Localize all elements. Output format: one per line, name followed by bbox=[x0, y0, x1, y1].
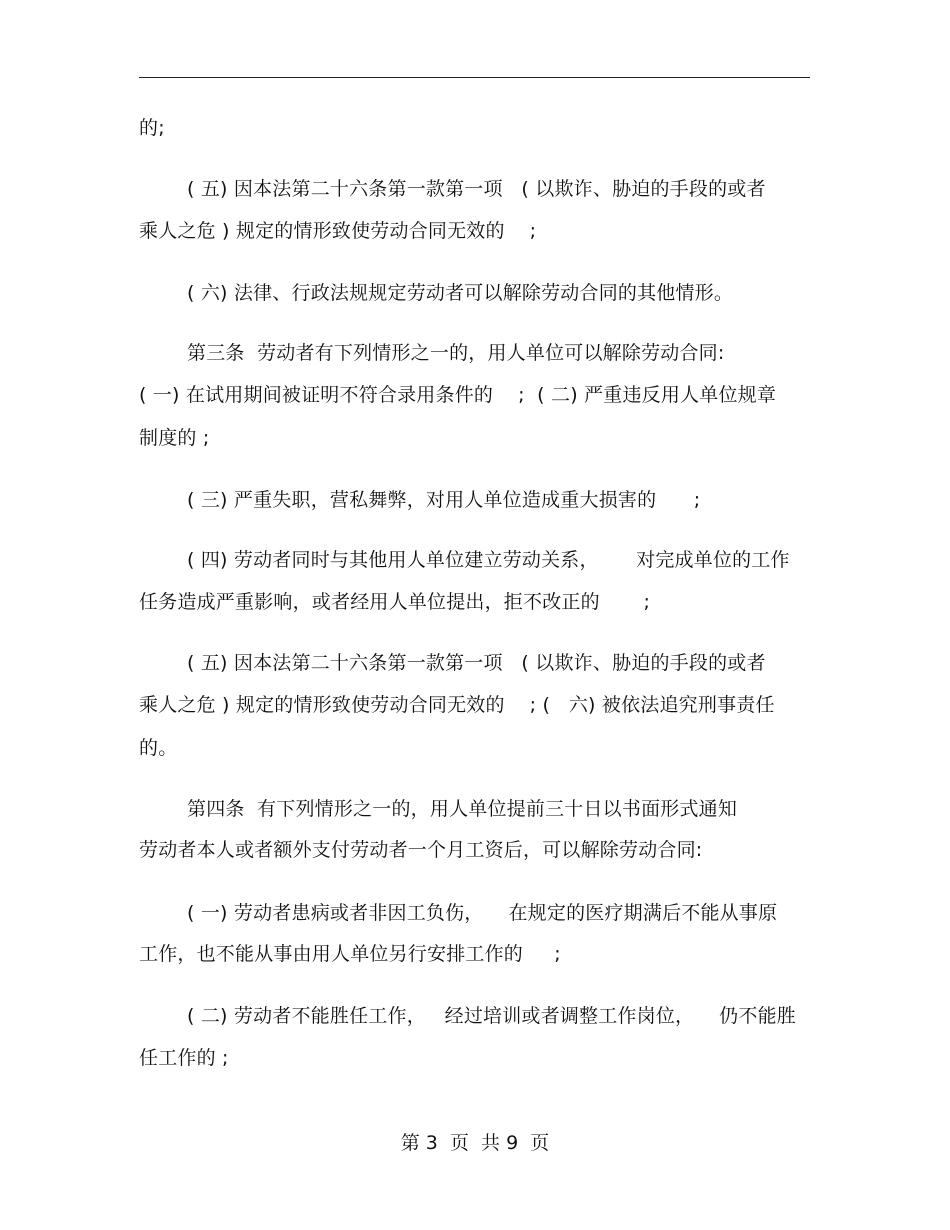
text-line: 乘人之危 ) 规定的情形致使劳动合同无效的 ; bbox=[139, 220, 537, 242]
text-line: ( 六) 法律、行政法规规定劳动者可以解除劳动合同的其他情形。 bbox=[187, 282, 734, 304]
text-line: ( 五) 因本法第二十六条第一款第一项 ( 以欺诈、胁迫的手段的或者 bbox=[187, 178, 766, 200]
text-line: 第三条 劳动者有下列情形之一的，用人单位可以解除劳动合同: bbox=[187, 342, 725, 364]
text-line: 第四条 有下列情形之一的，用人单位提前三十日以书面形式通知 bbox=[187, 798, 738, 820]
text-line: ( 四) 劳动者同时与其他用人单位建立劳动关系， 对完成单位的工作 bbox=[187, 549, 790, 571]
text-line: 任务造成严重影响，或者经用人单位提出，拒不改正的 ; bbox=[139, 591, 651, 613]
text-line: 任工作的 ; bbox=[139, 1047, 229, 1069]
text-line: 劳动者本人或者额外支付劳动者一个月工资后，可以解除劳动合同: bbox=[139, 839, 703, 861]
text-line: ( 五) 因本法第二十六条第一款第一项 ( 以欺诈、胁迫的手段的或者 bbox=[187, 652, 766, 674]
text-line: 工作，也不能从事由用人单位另行安排工作的 ; bbox=[139, 943, 561, 965]
text-line: 制度的 ; bbox=[139, 427, 210, 449]
text-line: ( 二) 劳动者不能胜任工作， 经过培训或者调整工作岗位， 仍不能胜 bbox=[187, 1005, 796, 1027]
text-line: 的; bbox=[139, 117, 165, 139]
header-rule bbox=[139, 77, 810, 78]
text-line: ( 三) 严重失职，营私舞弊，对用人单位造成重大损害的 ; bbox=[187, 489, 701, 511]
text-line: ( 一) 劳动者患病或者非因工负伤， 在规定的医疗期满后不能从事原 bbox=[187, 902, 778, 924]
text-line: 的。 bbox=[139, 737, 178, 759]
text-line: 乘人之危 ) 规定的情形致使劳动合同无效的 ; ( 六) 被依法追究刑事责任 bbox=[139, 694, 775, 716]
text-line: ( 一) 在试用期间被证明不符合录用条件的 ; ( 二) 严重违反用人单位规章 bbox=[139, 384, 777, 406]
page-number: 第 3 页 共 9 页 bbox=[400, 1132, 550, 1154]
